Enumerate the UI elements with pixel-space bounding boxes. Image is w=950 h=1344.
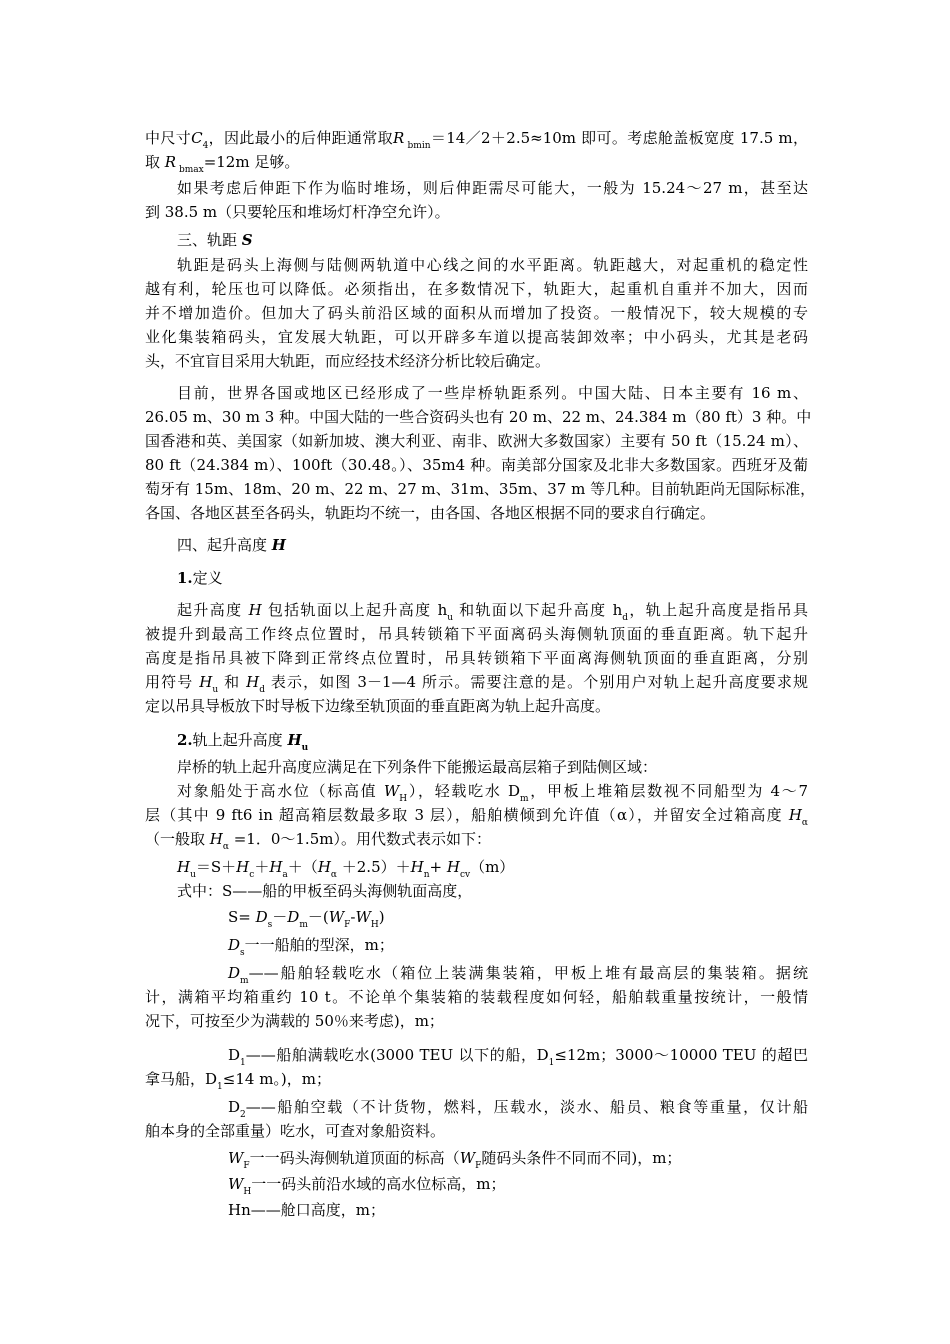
text-line bbox=[177, 757, 808, 777]
text-run: 拿马船，D bbox=[145, 1070, 218, 1088]
text-run: H bbox=[269, 858, 283, 876]
text-line bbox=[228, 1200, 808, 1220]
text-run: （一般取 bbox=[145, 830, 210, 848]
text-run: H bbox=[177, 858, 191, 876]
text-run: 定义 bbox=[192, 569, 223, 587]
text-run: ≤14 m。)，m； bbox=[222, 1070, 331, 1088]
subscript: F bbox=[344, 920, 351, 930]
text-run: =1．0～1.5m）。用代数式表示如下： bbox=[228, 830, 491, 848]
text-run: ），轻载吃水 D bbox=[407, 782, 521, 800]
text-run: 轨上起升高度 bbox=[192, 731, 288, 749]
text-line bbox=[177, 255, 808, 275]
subscript: n bbox=[423, 870, 430, 880]
text-run: S= bbox=[228, 908, 256, 926]
text-run: 和轨面以下起升高度 h bbox=[453, 601, 623, 619]
text-run: H bbox=[287, 731, 302, 749]
text-run: Hn——舱口高度，m； bbox=[228, 1201, 385, 1219]
text-run: W bbox=[355, 908, 371, 926]
subscript: u bbox=[212, 685, 219, 695]
text-run: 对象船处于高水位（标高值 bbox=[177, 782, 384, 800]
text-run: W bbox=[383, 782, 400, 800]
text-run: ——船舶满载吃水(3000 TEU 以下的船，D bbox=[245, 1046, 549, 1064]
text-run: 头，不宜盲目采用大轨距，而应经技术经济分析比较后确定。 bbox=[145, 352, 551, 370]
text-line bbox=[228, 963, 808, 986]
text-line bbox=[145, 805, 808, 828]
text-run: 1. bbox=[177, 569, 193, 587]
text-line bbox=[228, 935, 808, 958]
text-line bbox=[145, 128, 808, 151]
text-line bbox=[145, 1121, 808, 1141]
text-run: - bbox=[350, 908, 356, 926]
text-run: R bbox=[393, 129, 405, 147]
text-run: 包括轨面以上起升高度 h bbox=[261, 601, 448, 619]
text-line bbox=[145, 455, 808, 475]
subscript: H bbox=[370, 920, 379, 930]
subscript: α bbox=[801, 818, 808, 828]
text-run: 各国、各地区甚至各码头，轨距均不统一，由各国、各地区根据不同的要求自行确定。 bbox=[145, 504, 716, 522]
text-run: H bbox=[271, 536, 286, 554]
text-run: 到 38.5 m（只要轮压和堆场灯杆净空允许）。 bbox=[145, 203, 450, 221]
subscript: s bbox=[267, 920, 273, 930]
text-run: 萄牙有 15m、18m、20 m、22 m、27 m、31m、35m、37 m 等几种。目前轨距尚无国际标准， bbox=[145, 480, 816, 498]
text-run: ＋（ bbox=[287, 858, 318, 876]
text-run: 表示，如图 3－1—4 所示。需要注意的是。个别用户对轨上起升高度要求规 bbox=[264, 673, 808, 691]
text-run: H bbox=[248, 601, 262, 619]
text-run: 2. bbox=[177, 731, 193, 749]
text-run: 岸桥的轨上起升高度应满足在下列条件下能搬运最高层箱子到陆侧区域： bbox=[177, 758, 658, 776]
subscript: F bbox=[475, 1161, 482, 1171]
text-run: －( bbox=[307, 908, 329, 926]
text-run: D bbox=[255, 908, 268, 926]
text-line bbox=[145, 279, 808, 299]
text-run: 并不增加造价。但加大了码头前沿区域的面积从而增加了投资。一般情况下，较大规模的专 bbox=[145, 304, 808, 322]
text-line bbox=[145, 987, 808, 1007]
text-run: ＝S＋ bbox=[195, 858, 237, 876]
text-run: 一一船舶的型深，m； bbox=[244, 936, 394, 954]
text-run: 中尺寸 bbox=[145, 129, 192, 147]
subscript: H bbox=[243, 1187, 252, 1197]
text-run: 取 bbox=[145, 153, 165, 171]
text-line bbox=[145, 624, 808, 644]
text-line bbox=[145, 696, 808, 716]
text-line bbox=[177, 178, 808, 198]
subscript: H bbox=[399, 794, 408, 804]
text-line bbox=[145, 829, 808, 852]
subscript: u bbox=[447, 613, 454, 623]
text-run: 况下，可按至少为满载的 50％来考虑)，m； bbox=[145, 1012, 444, 1030]
text-run: 一一码头前沿水域的高水位标高，m； bbox=[251, 1175, 506, 1193]
text-run: D bbox=[228, 1046, 241, 1064]
subscript: 1 bbox=[217, 1082, 223, 1092]
text-run: H bbox=[209, 830, 223, 848]
subscript: m bbox=[299, 920, 308, 930]
text-run: 目前，世界各国或地区已经形成了一些岸桥轨距系列。中国大陆、日本主要有 16 m、 bbox=[177, 384, 808, 402]
text-run: ，甲板上堆箱层数视不同船型为 4～7 bbox=[528, 782, 809, 800]
text-line bbox=[177, 230, 808, 250]
text-line bbox=[228, 1148, 808, 1171]
text-run: C bbox=[191, 129, 203, 147]
text-line bbox=[145, 648, 808, 668]
text-line bbox=[145, 1069, 808, 1092]
text-run: ，轨上起升高度是指吊具 bbox=[628, 601, 808, 619]
text-run: ＝14／2＋2.5≈10m 即可。考虑舱盖板宽度 17.5 m， bbox=[430, 129, 808, 147]
subscript: 1 bbox=[548, 1058, 555, 1068]
subscript: F bbox=[243, 1161, 250, 1171]
text-run: 三、轨距 bbox=[177, 231, 242, 249]
text-line bbox=[145, 407, 812, 427]
text-run: 一一码头海侧轨道顶面的标高（ bbox=[249, 1149, 460, 1167]
text-run: H bbox=[236, 858, 250, 876]
text-line bbox=[177, 600, 808, 623]
text-run: 业化集装箱码头，宜发展大轨距，可以开辟多车道以提高装卸效率；中小码头，尤其是老码 bbox=[145, 328, 808, 346]
text-run: D bbox=[287, 908, 300, 926]
text-run: + bbox=[429, 858, 447, 876]
text-run: W bbox=[228, 1175, 244, 1193]
text-run: 舶本身的全部重量）吃水，可查对象船资料。 bbox=[145, 1122, 446, 1140]
subscript: α bbox=[222, 842, 229, 852]
subscript: 2 bbox=[240, 1110, 246, 1120]
text-run: D bbox=[228, 964, 241, 982]
text-line bbox=[145, 202, 808, 222]
text-run: 被提升到最高工作终点位置时，吊具转锁箱下平面离码头海侧轨顶面的垂直距离。轨下起升 bbox=[145, 625, 808, 643]
text-run: 层（其中 9 ft6 in 超高箱层数最多取 3 层），船舶横倾到允许值（α），并留安全过箱高度 bbox=[145, 806, 789, 824]
subscript: a bbox=[282, 870, 288, 880]
text-run: W bbox=[459, 1149, 476, 1167]
text-run: 起升高度 bbox=[177, 601, 249, 619]
subscript: d bbox=[622, 613, 628, 623]
text-line bbox=[177, 568, 808, 588]
text-run: H bbox=[317, 858, 331, 876]
text-line bbox=[177, 535, 808, 555]
subscript: 4 bbox=[202, 141, 209, 151]
subscript: bmax bbox=[176, 165, 204, 175]
text-run: 用符号 bbox=[145, 673, 200, 691]
text-run: 四、起升高度 bbox=[177, 536, 272, 554]
subscript: u bbox=[190, 870, 196, 880]
text-line bbox=[228, 907, 808, 930]
text-run: D bbox=[228, 1098, 241, 1116]
subscript: bmin bbox=[404, 141, 431, 151]
text-run: ——船舶轻载吃水（箱位上装满集装箱，甲板上堆有最高层的集装箱。据统 bbox=[248, 964, 808, 982]
text-run: ——船舶空载（不计货物，燃料，压载水，淡水、船员、粮食等重量，仅计船 bbox=[245, 1098, 808, 1116]
subscript: α bbox=[330, 870, 337, 880]
text-line bbox=[145, 327, 808, 347]
text-run: ≤12m；3000～10000 TEU 的超巴 bbox=[554, 1046, 808, 1064]
text-line bbox=[145, 672, 808, 695]
subscript: m bbox=[520, 794, 529, 804]
subscript: cv bbox=[459, 870, 471, 880]
subscript: d bbox=[259, 685, 265, 695]
text-line bbox=[177, 781, 808, 804]
text-run: 轨距是码头上海侧与陆侧两轨道中心线之间的水平距离。轨距越大，对起重机的稳定性 bbox=[177, 256, 808, 274]
text-run: 26.05 m、30 m 3 种。中国大陆的一些合资码头也有 20 m、22 m、24.384 m（80 ft）3 种。中 bbox=[145, 408, 812, 426]
text-run: ＋2.5）＋ bbox=[336, 858, 411, 876]
text-run: 式中：S——船的甲板至码头海侧轨面高度， bbox=[177, 882, 473, 900]
text-run: 国香港和英、美国家（如新加坡、澳大利亚、南非、欧洲大多数国家）主要有 50 ft（15.24 m）、 bbox=[145, 432, 808, 450]
text-run: W bbox=[228, 1149, 244, 1167]
text-line bbox=[145, 1011, 808, 1031]
subscript: c bbox=[249, 870, 255, 880]
text-line bbox=[145, 351, 808, 371]
text-run: H bbox=[246, 673, 260, 691]
text-line bbox=[228, 1097, 808, 1120]
subscript: 1 bbox=[240, 1058, 246, 1068]
text-run: ，因此最小的后伸距通常取 bbox=[208, 129, 393, 147]
text-run: ＋ bbox=[254, 858, 270, 876]
text-run: =12m 足够。 bbox=[203, 153, 300, 171]
text-run: 定以吊具导板放下时导板下边缘至轨顶面的垂直距离为轨上起升高度。 bbox=[145, 697, 611, 715]
subscript: u bbox=[301, 743, 309, 753]
text-run: H bbox=[788, 806, 802, 824]
text-run: （m） bbox=[470, 858, 515, 876]
text-run: － bbox=[272, 908, 288, 926]
text-run: H bbox=[410, 858, 424, 876]
text-run: 高度是指吊具被下降到正常终点位置时，吊具转锁箱下平面离海侧轨顶面的垂直距离，分别 bbox=[145, 649, 808, 667]
text-line bbox=[145, 303, 808, 323]
text-run: 计，满箱平均箱重约 10 t。不论单个集装箱的装载程度如何轻，船舶载重量按统计，一般情 bbox=[145, 988, 808, 1006]
text-run: 随码头条件不同而不同)，m； bbox=[481, 1149, 682, 1167]
text-line bbox=[145, 479, 816, 499]
text-run: 80 ft（24.384 m）、100ft（30.48。）、35m4 种。南美部分国家及北非大多数国家。西班牙及葡 bbox=[145, 456, 808, 474]
text-run: H bbox=[199, 673, 213, 691]
text-line bbox=[145, 152, 808, 175]
text-run: R bbox=[164, 153, 177, 171]
text-run: ) bbox=[378, 908, 385, 926]
text-run: H bbox=[446, 858, 460, 876]
text-run: S bbox=[241, 231, 253, 249]
text-line bbox=[228, 1174, 808, 1197]
subscript: m bbox=[240, 976, 249, 986]
text-run: 越有利，轮压也可以降低。必须指出，在多数情况下，轨距大，起重机自重并不加大，因而 bbox=[145, 280, 808, 298]
text-line bbox=[177, 383, 808, 403]
text-run: 和 bbox=[218, 673, 247, 691]
text-line bbox=[145, 431, 808, 451]
text-run: W bbox=[328, 908, 345, 926]
text-run: D bbox=[228, 936, 241, 954]
text-line bbox=[177, 857, 808, 880]
text-line bbox=[177, 881, 808, 901]
text-line bbox=[145, 503, 808, 523]
text-line bbox=[228, 1045, 808, 1068]
subscript: s bbox=[240, 948, 245, 958]
text-line bbox=[177, 730, 808, 753]
text-run: 如果考虑后伸距下作为临时堆场，则后伸距需尽可能大，一般为 15.24～27 m，甚至达 bbox=[177, 179, 808, 197]
